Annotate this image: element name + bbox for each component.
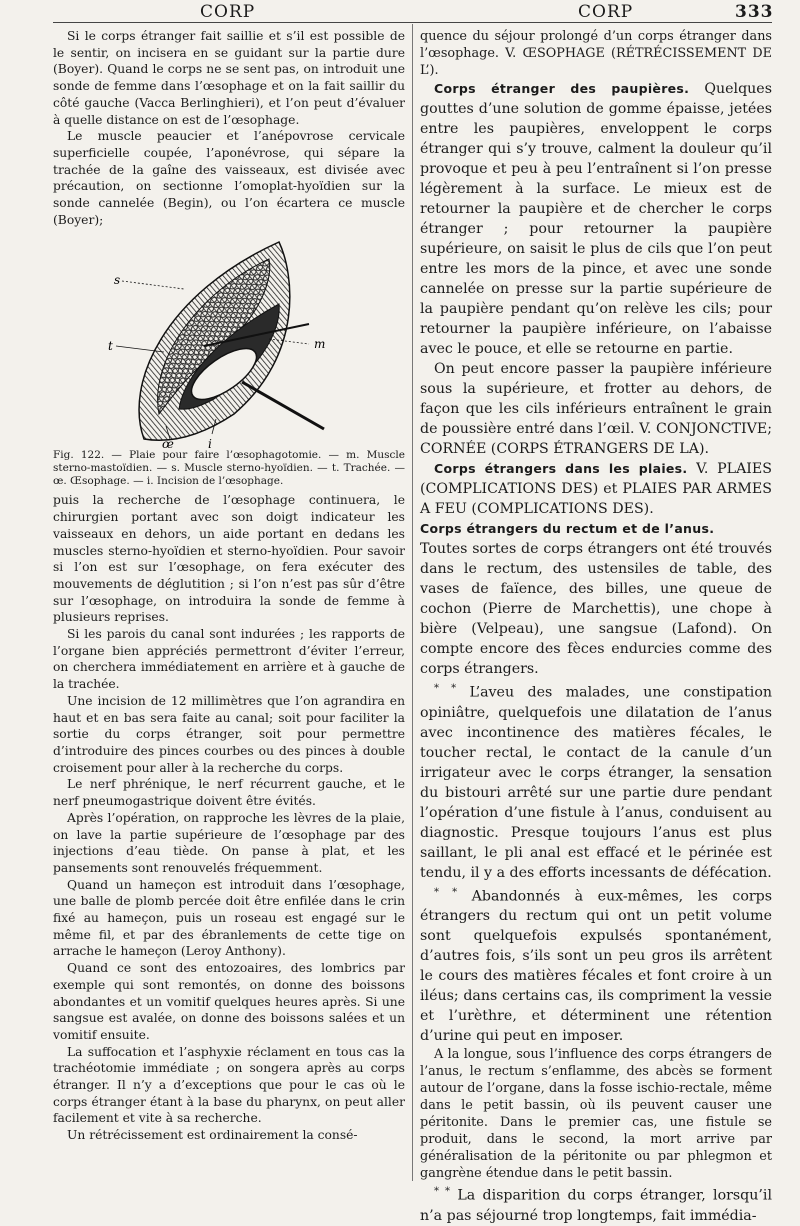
figure-122: [53, 234, 405, 488]
fig-label-i: i: [208, 437, 212, 452]
paragraph: Après l’opération, on rapproche les lèvres de la plaie, on lave la partie supérieure de l’œsophage par des injections d’eau tiède. On panse à plat, et les pansements sont renouvelés fréquemment.: [53, 810, 405, 875]
header-rule: [53, 22, 772, 23]
right-column: [420, 28, 772, 1225]
column-divider: [412, 24, 413, 1181]
paragraph-text: Quelques gouttes d’une solution de gomme épaisse, jetées entre les paupières, enveloppent le corps étranger qui s’y trouve, calment la douleur qu’il provoque et peu à peu l’entraînent si l’on presse légèrement à la surface. Le mieux est de retourner la paupière et de chercher le corps étranger ; pour retourner la paupière supérieure, on saisit le plus de cils que l’on peut entre les mors de la pince, et avec une sonde cannelée on presse sur la partie supérieure de la paupière pendant qu’on relève les cils; pour retourner la paupière inférieure, on l’abaisse avec le pouce, et elle se retourne en partie.: [420, 81, 772, 357]
paragraph: Un rétrécissement est ordinairement la consé-: [67, 1128, 358, 1143]
section-heading-rectum: Corps étrangers du rectum et de l’anus.: [420, 521, 715, 536]
fig-label-m: m: [314, 337, 326, 352]
paragraph: [420, 679, 772, 883]
paragraph: [420, 519, 772, 539]
left-column: [53, 28, 405, 1188]
paragraph: Le muscle peaucier et l’anépovrose cervicale superficielle coupée, l’aponévrose, qui sépare la trachée de la gaîne des vaisseaux, est divisée avec précaution, on sectionne l’omoplat-hyoïdien sur la sonde cannelée (Begin), ou l’on écartera ce muscle (Boyer);: [53, 129, 405, 227]
paragraph: Une incision de 12 millimètres que l’on agrandira en haut et en bas sera faite au canal; soit pour faciliter la sortie du corps étranger, soit pour permettre d’introduire des pinces courbes ou des pinces à double croisement pour aller à la recherche du corps.: [53, 693, 405, 775]
paragraph: La suffocation et l’asphyxie réclament en tous cas la trachéotomie immédiate ; on songera après au corps étranger. Il n’y a d’exceptions que pour le cas où le corps étranger étant à la base du pharynx, on peut aller facilement et vite à sa recherche.: [53, 1044, 405, 1126]
paragraph-text: L’aveu des malades, une constipation opiniâtre, quelquefois une dilatation de l’anus avec incontinence des matières fécales, le toucher rectal, le contact de la canule d’un irrigateur avec le corps étranger, la sensation du bistouri arrêté sur une partie dure pendant l’opération d’une fistule à l’anus, conduisent au diagnostic. Presque toujours l’anus est plus saillant, le pli anal est effacé et le périnée est tendu, il y a des efforts incessants de défécation.: [420, 684, 772, 881]
section-heading-wounds: Corps étrangers dans les plaies.: [434, 461, 688, 476]
asterism: * *: [434, 886, 458, 898]
fig-label-s: s: [114, 273, 121, 288]
fig-label-oe: œ: [162, 437, 174, 452]
paragraph: quence du séjour prolongé d’un corps étranger dans l’œsophage. V. ŒSOPHAGE (RÉTRÉCISSEMENT DE L’).: [420, 29, 772, 78]
paragraph: On peut encore passer la paupière inférieure sous la supérieure, et frotter au dehors, de façon que les cils inférieurs entraînent le grain de poussière entré dans l’œil. V. CONJONCTIVE; CORNÉE (CORPS ÉTRANGERS DE LA).: [420, 361, 772, 457]
oesophagotomy-illustration: [104, 234, 354, 452]
paragraph-text: La disparition du corps étranger, lorsqu’il n’a pas séjourné trop longtemps, fait immédia-: [420, 1188, 772, 1225]
asterism: * *: [434, 1186, 450, 1198]
paragraph: Si les parois du canal sont indurées ; les rapports de l’organe bien appréciés permettront d’éviter l’erreur, on cherchera immédiatement en arrière et à gauche de la trachée.: [53, 627, 405, 692]
section-heading-eyelids: Corps étranger des paupières.: [434, 81, 690, 96]
paragraph: Quand ce sont des entozoaires, des lombrics par exemple qui sont remontés, on donne des boissons abondantes et un vomitif quelques heures après. Si une sangsue est avalée, on donne des boissons salées et un vomitif ensuite.: [53, 961, 405, 1042]
paragraph: [420, 459, 772, 519]
paragraph: Quand un hameçon est introduit dans l’œsophage, une balle de plomb percée doit être enfilée dans le crin fixé au hameçon, puis un roseau est engagé sur le même fil, et par des ébranlements de cette tige on arrache le hameçon (Leroy Anthony).: [53, 877, 405, 959]
running-head-right: CORP: [578, 2, 634, 22]
asterism: * *: [434, 683, 457, 694]
figure-caption: Fig. 122. — Plaie pour faire l’œsophagotomie. — m. Muscle sterno-mastoïdien. — s. Muscle sterno-hyoïdien. — t. Trachée. — œ. Œsophage. — i. Incision de l’œsophage.: [53, 449, 405, 488]
paragraph: [420, 79, 772, 359]
paragraph: [420, 1182, 772, 1226]
paragraph: Toutes sortes de corps étrangers ont été trouvés dans le rectum, des ustensiles de table, des vases de faïence, des billes, une queue de cochon (Pierre de Marchettis), une chope à bière (Velpeau), une sangsue (Lafond). On compte encore des fèces endurcies comme des corps étrangers.: [420, 541, 772, 677]
paragraph-text: Abandonnés à eux-mêmes, les corps étrangers du rectum qui ont un petit volume sont quelquefois expulsés spontanément, d’autres fois, s’ils sont un peu gros ils arrêtent le cours des matières fécales et font croire à un iléus; dans certains cas, ils compriment la vessie et l’urèthre, et déterminent une rétention d’urine qui peut en imposer.: [420, 888, 772, 1045]
fig-label-t: t: [108, 339, 113, 354]
paragraph: puis la recherche de l’œsophage continuera, le chirurgien portant avec son doigt indicateur les vaisseaux en dehors, un aide portant en dedans les muscles sterno-hyoïdien et sterno-hyoïdien. Pour savoir si l’on est sur l’œsophage, on fera exécuter des mouvements de déglutition ; si l’on n’est pas sûr d’être sur l’œsophage, on introduira la sonde de femme à plusieurs reprises.: [53, 493, 405, 625]
paragraph-text: V. PLAIES (COMPLICATIONS DES) et PLAIES PAR ARMES A FEU (COMPLICATIONS DES).: [420, 461, 772, 517]
paragraph: Le nerf phrénique, le nerf récurrent gauche, et le nerf pneumogastrique doivent être évités.: [53, 777, 405, 809]
running-head-left: CORP: [200, 2, 256, 22]
paragraph: [420, 883, 772, 1047]
paragraph: A la longue, sous l’influence des corps étrangers de l’anus, le rectum s’enflamme, des abcès se forment autour de l’organe, dans la fosse ischio-rectale, même dans le petit bassin, où ils peuvent causer une péritonite. Dans le premier cas, une fistule se produit, dans le second, la mort arrive par généralisation de la péritonite ou par phlegmon et gangrène étendue dans le petit bassin.: [420, 1047, 772, 1182]
page-number: 333: [735, 2, 774, 22]
paragraph: Si le corps étranger fait saillie et s’il est possible de le sentir, on incisera en se guidant sur la partie dure (Boyer). Quand le corps ne se sent pas, on introduit une sonde de femme dans l’œsophage et on la fait saillir du côté gauche (Vacca Berlinghieri), et l’on peut d’évaluer à quelle distance on est de l’œsophage.: [53, 29, 405, 127]
